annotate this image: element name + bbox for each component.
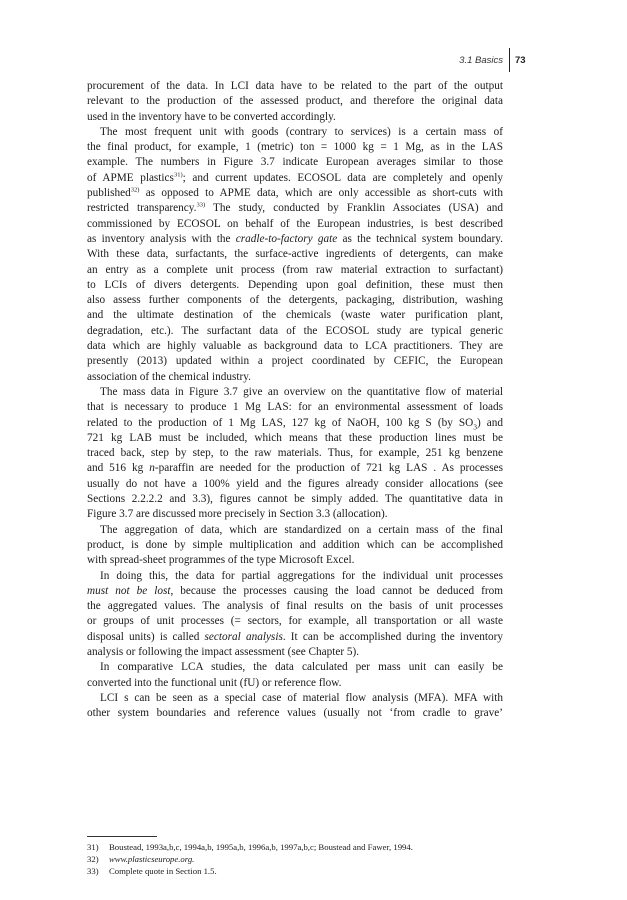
footnote [87, 854, 503, 866]
text-line: that is necessary to produce 1 Mg LAS: for an environmental assessment of loads [87, 401, 503, 414]
text-line: with spread-sheet programmes of the type Microsoft Excel. [87, 554, 355, 567]
text-line: traced back, step by step, to the raw materials. Thus, for example, 251 kg benzene [87, 447, 503, 460]
text-line: 721 kg LAB must be included, which means that these production lines must be [87, 431, 503, 444]
text-line: of APME plastics$^{31)}$; and current updates. ECOSOL data are completely and openly [87, 171, 503, 184]
text-line: related to the production of 1 Mg LAS, 127 kg of NaOH, 100 kg S (by $SO_3$) and [87, 416, 503, 431]
text-line: relevant to the production of the assessed product, and therefore the original data [87, 95, 503, 108]
footnote-number: 32) [87, 853, 99, 864]
text-line: or groups of unit processes (= sectors, for example, all transportation or all waste [87, 615, 503, 628]
text-line: usually do not have a 100% yield and the figures already consider allocations (see [87, 477, 503, 490]
footnote-divider [87, 836, 157, 837]
text-line: restricted transparency.$^{33)}$ The study, conducted by Franklin Associates (USA) and [87, 201, 503, 215]
footnote [87, 842, 503, 854]
text-line: Figure 3.7 are discussed more precisely in Section 3.3 (allocation). [87, 508, 388, 521]
footnote-link[interactable]: www.plasticseurope.org. [109, 853, 195, 864]
footnote [87, 866, 503, 878]
text-line: product, is done by simple multiplication and addition which can be accomplished [87, 538, 503, 551]
text-line: In doing this, the data for partial aggregations for the individual unit processes [100, 569, 503, 582]
text-line: procurement of the data. In LCI data have to be related to the part of the output [87, 80, 503, 92]
text-line: to LCIs of divers detergents. Depending upon goal definition, these must then [87, 278, 503, 291]
running-head-section: 3.1 Basics [459, 55, 503, 66]
body-text [87, 79, 503, 721]
text-line: an entry as a complete unit process (from raw material extraction to surfactant) [87, 263, 503, 276]
text-line: degradation, etc.). The surfactant data of the ECOSOL study are typical generic [87, 324, 503, 337]
text-line: presently (2013) updated within a project coordinated by CEFIC, the European [87, 355, 503, 368]
subscript: 3 [473, 421, 477, 431]
text-line: other system boundaries and reference values (usually not ‘from cradle to grave’ [87, 707, 503, 720]
text-line: and 516 kg n-paraffin are needed for the production of 721 kg LAS . As processes [87, 462, 503, 475]
text-line: The mass data in Figure 3.7 give an overview on the quantitative flow of material [100, 385, 503, 398]
text-line: With these data, surfactants, the surface-active ingredients of detergents, can make [87, 248, 503, 261]
italic-term: cradle-to-factory gate [235, 232, 338, 245]
text-line: association of the chemical industry. [87, 370, 251, 383]
text-line: the final product, for example, 1 (metric) ton = 1000 kg = 1 Mg, as in the LAS [87, 141, 503, 154]
footnote-ref: 32) [130, 186, 140, 194]
text-line: Sections 2.2.2.2 and 3.3), figures cannot be simply added. The quantitative data in [87, 493, 503, 506]
running-head-divider [509, 48, 510, 72]
text-line: data which are highly valuable as background data to LCA practitioners. They are [87, 340, 503, 353]
text-line: used in the inventory have to be converted accordingly. [87, 110, 336, 123]
text-line: The most frequent unit with goods (contrary to services) is a certain mass of [100, 125, 503, 138]
page-number: 73 [515, 55, 526, 66]
text-line: the aggregated values. The analysis of final results on the basis of unit processes [87, 600, 503, 613]
text-line: example. The numbers in Figure 3.7 indicate European averages similar to those [87, 156, 503, 169]
italic-term: n [149, 462, 155, 475]
text-line: In comparative LCA studies, the data calculated per mass unit can easily be [100, 661, 503, 674]
footnotes [87, 842, 503, 877]
text-line: The aggregation of data, which are standardized on a certain mass of the final [100, 523, 503, 536]
italic-term: sectoral analysis [204, 630, 283, 643]
text-line: also assess further components of the detergents, packaging, distribution, washing [87, 294, 503, 307]
text-line: converted into the functional unit (fU) or reference flow. [87, 676, 342, 689]
running-head [0, 48, 627, 72]
text-line: published$^{32)}$ as opposed to APME data, which are only accessible as short-cuts with [87, 186, 503, 200]
footnote-ref: 31) [173, 171, 183, 179]
text-line: and the ultimate destination of the chemicals (waste water purification plant, [87, 309, 503, 322]
text-line: commissioned by ECOSOL on behalf of the European industries, is best described [87, 217, 503, 230]
footnote-number: 31) [87, 842, 99, 852]
footnote-text: Boustead, 1993a,b,c, 1994a,b, 1995a,b, 1996a,b, 1997a,b,c; Boustead and Fawer, 1994. [109, 842, 413, 852]
footnote-number: 33) [87, 865, 99, 876]
footnote-ref: 33) [196, 201, 206, 209]
text-line: LCI s can be seen as a special case of material flow analysis (MFA). MFA with [100, 691, 503, 704]
text-line: analysis or following the impact assessment (see Chapter 5). [87, 645, 360, 658]
text-line: as inventory analysis with the cradle-to-factory gate as the technical system boundary. [87, 232, 503, 245]
footnote-text: Complete quote in Section 1.5. [109, 865, 217, 876]
text-line: must not be lost, because the processes causing the load cannot be deduced from [87, 584, 503, 597]
italic-term: must not be lost [87, 584, 171, 597]
text-line: disposal units) is called sectoral analysis. It can be accomplished during the inventory [87, 630, 503, 643]
